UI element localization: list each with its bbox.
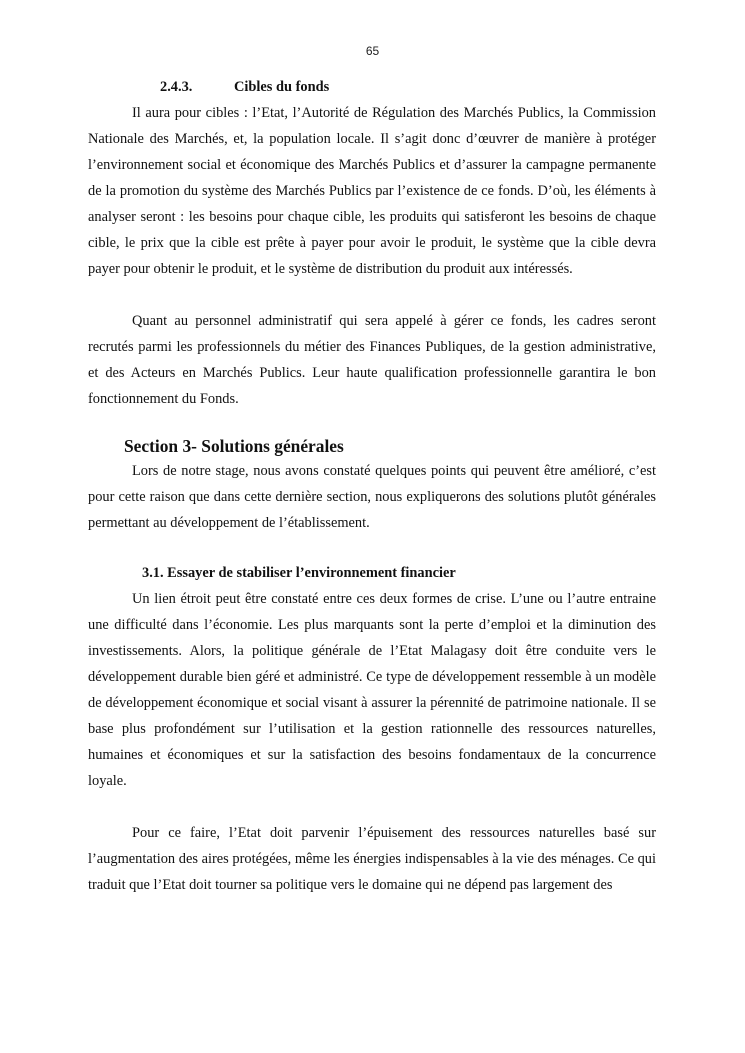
subsection-number: 2.4.3. xyxy=(160,79,193,95)
subsection-heading-2-4-3 xyxy=(160,76,656,98)
paragraph-pour-ce-faire: Pour ce faire, l’Etat doit parvenir l’épuisement des ressources naturelles basé sur l’augmentation des aires protégées, même les énergies indispensables à la vie des ménages. Ce qui traduit que l’Etat doit tourner sa politique vers le domaine qui ne dépend pas largement des xyxy=(88,825,656,893)
subsection-title: Cibles du fonds xyxy=(234,79,330,95)
paragraph-section-3-intro: Lors de notre stage, nous avons constaté quelques points qui peuvent être amélioré, c’est pour cette raison que dans cette dernière section, nous expliquerons des solutions plutôt générales permettant au développement de l’établissement. xyxy=(88,463,656,531)
section-heading-3: Section 3- Solutions générales xyxy=(124,436,344,456)
paragraph-lien-etroit: Un lien étroit peut être constaté entre ces deux formes de crise. L’une ou l’autre entraine une difficulté dans l’économie. Les plus marquants sont la perte d’emploi et la diminution des investissements. Alors, la politique générale de l’Etat Malagasy doit être conduite vers le développement durable bien géré et administré. Ce type de développement ressemble à un modèle de développement économique et social visant à assurer la pérennité de patrimoine nationale. Il se base plus profondément sur l’utilisation et la gestion rationnelle des ressources naturelles, humaines et économiques et sur la satisfaction des besoins fondamentaux de la concurrence loyale. xyxy=(88,591,656,789)
paragraph-personnel: Quant au personnel administratif qui sera appelé à gérer ce fonds, les cadres seront recrutés parmi les professionnels du métier des Finances Publiques, de la gestion administrative, et des Acteurs en Marchés Publics. Leur haute qualification professionnelle garantira le bon fonctionnement du Fonds. xyxy=(88,313,656,407)
page-number: 65 xyxy=(365,44,380,58)
document-body xyxy=(88,76,656,898)
paragraph-cibles: Il aura pour cibles : l’Etat, l’Autorité de Régulation des Marchés Publics, la Commission Nationale des Marchés, et, la population locale. Il s’agit donc d’œuvrer de manière à protéger l’environnement social et économique des Marchés Publics et d’assurer la campagne permanente de la promotion du système des Marchés Publics par l’existence de ce fonds. D’où, les éléments à analyser seront : les besoins pour chaque cible, les produits qui satisferont les besoins de chaque cible, le prix que la cible est prête à payer pour avoir le produit, le système que la cible devra payer pour obtenir le produit, et le système de distribution du produit aux intéressés. xyxy=(88,105,656,277)
subsection-heading-3-1: 3.1. Essayer de stabiliser l’environnement financier xyxy=(142,565,456,581)
